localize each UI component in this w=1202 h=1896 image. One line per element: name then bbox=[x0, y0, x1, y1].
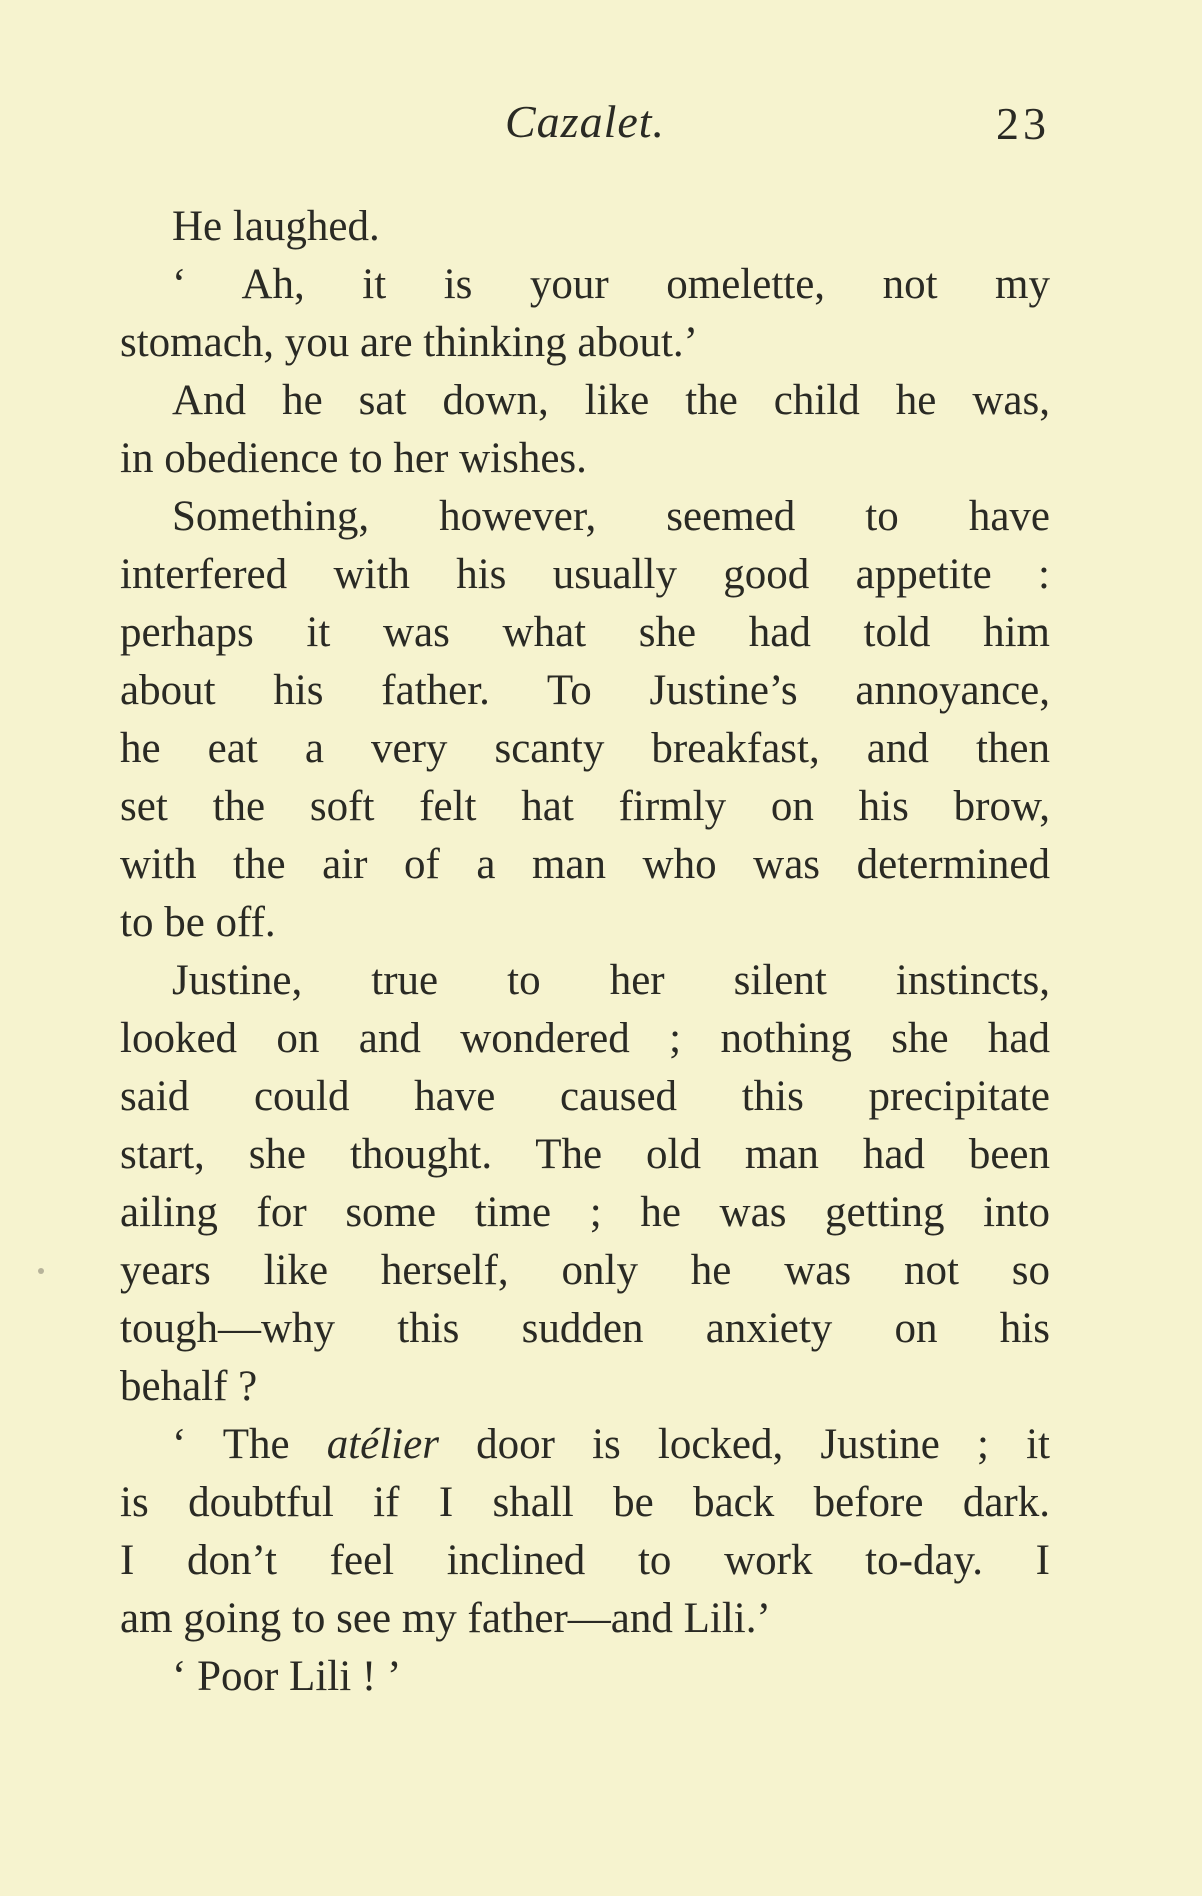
text-line: He laughed. bbox=[172, 203, 380, 250]
text-line: with the air of a man who was determined bbox=[120, 841, 1050, 888]
text-line: years like herself, only he was not so bbox=[120, 1247, 1050, 1294]
text-line: looked on and wondered ; nothing she had bbox=[120, 1015, 1050, 1062]
italic-word: atélier bbox=[326, 1421, 439, 1468]
text-line: interfered with his usually good appetite : bbox=[120, 551, 1050, 598]
text-line: ‘ Poor Lili ! ’ bbox=[172, 1653, 402, 1700]
text-segment: ‘ The bbox=[172, 1421, 327, 1468]
text-line: in obedience to her wishes. bbox=[120, 435, 587, 482]
text-line: am going to see my father—and Lili.’ bbox=[120, 1595, 771, 1642]
running-head: Cazalet. bbox=[505, 96, 666, 147]
text-line: I don’t feel inclined to work to-day. I bbox=[120, 1537, 1050, 1584]
text-line: said could have caused this precipitate bbox=[120, 1073, 1050, 1120]
text-line: ‘ Ah, it is your omelette, not my bbox=[172, 261, 1050, 308]
text-line: is doubtful if I shall be back before dark. bbox=[120, 1479, 1050, 1526]
text-line: ailing for some time ; he was getting into bbox=[120, 1189, 1050, 1236]
text-line: behalf ? bbox=[120, 1363, 258, 1410]
text-line: to be off. bbox=[120, 899, 276, 946]
margin-mark bbox=[38, 1268, 44, 1274]
text-line bbox=[120, 1416, 1050, 1474]
text-segment: door is locked, Justine ; it bbox=[438, 1421, 1050, 1468]
text-line: And he sat down, like the child he was, bbox=[172, 377, 1050, 424]
text-line: about his father. To Justine’s annoyance, bbox=[120, 667, 1050, 714]
text-line: perhaps it was what she had told him bbox=[120, 609, 1050, 656]
page-number: 23 bbox=[996, 98, 1050, 149]
text-line: Something, however, seemed to have bbox=[172, 493, 1050, 540]
text-line: he eat a very scanty breakfast, and then bbox=[120, 725, 1050, 772]
text-line: stomach, you are thinking about.’ bbox=[120, 319, 698, 366]
body-text bbox=[120, 198, 1050, 1706]
text-line: set the soft felt hat firmly on his brow, bbox=[120, 783, 1050, 830]
text-line: Justine, true to her silent instincts, bbox=[172, 957, 1050, 1004]
text-line: tough—why this sudden anxiety on his bbox=[120, 1305, 1050, 1352]
page-header bbox=[120, 95, 1050, 165]
text-line: start, she thought. The old man had been bbox=[120, 1131, 1050, 1178]
